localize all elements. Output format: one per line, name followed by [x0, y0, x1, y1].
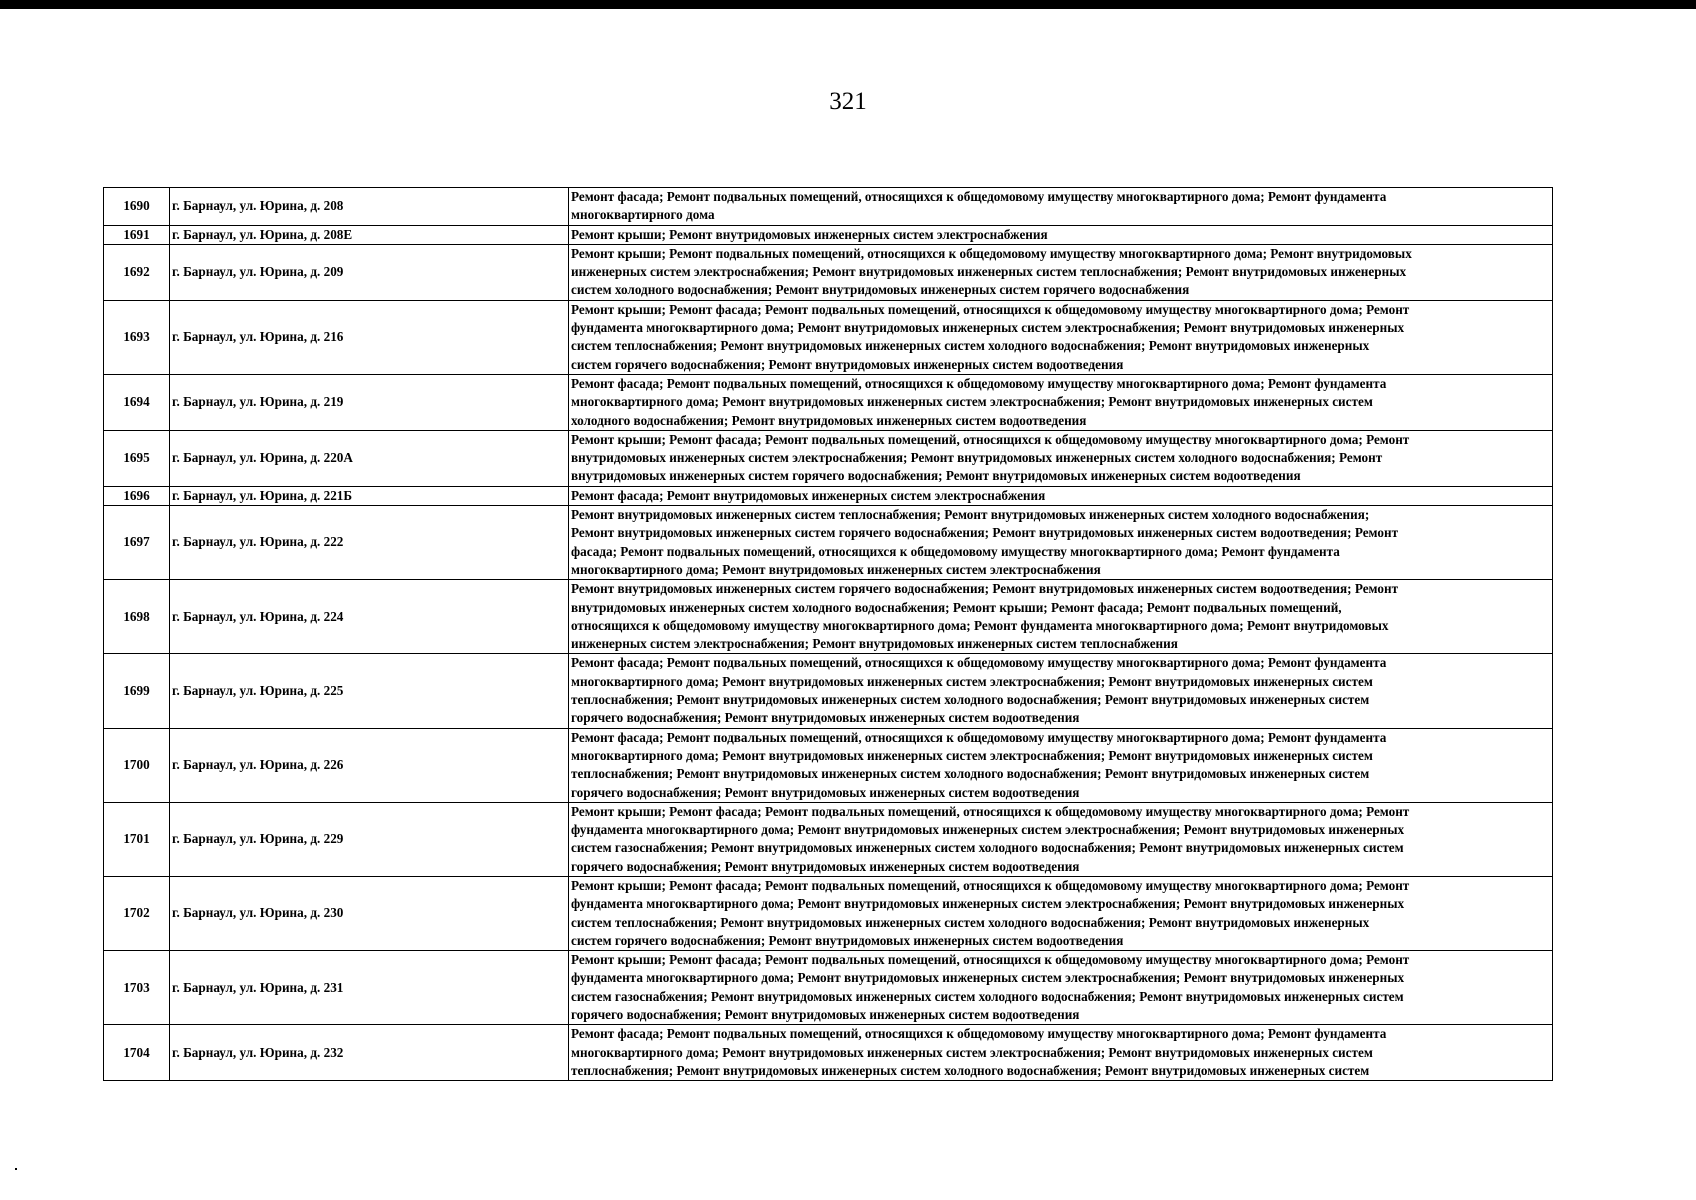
row-number: 1694 — [104, 374, 170, 430]
building-address: г. Барнаул, ул. Юрина, д. 220А — [170, 430, 569, 486]
table-row — [104, 876, 1553, 950]
table-row — [104, 188, 1553, 226]
page-number: 321 — [829, 88, 867, 115]
repair-works-line: Ремонт фасада; Ремонт подвальных помещений, относящихся к общедомовому имуществу многоквартирного дома; Ремонт фундамента — [571, 1026, 1387, 1042]
row-number: 1696 — [104, 486, 170, 505]
table-row — [104, 506, 1553, 580]
table-body — [104, 188, 1553, 1081]
building-address: г. Барнаул, ул. Юрина, д. 209 — [170, 244, 569, 300]
table-row — [104, 225, 1553, 244]
repair-works-line: систем теплоснабжения; Ремонт внутридомовых инженерных систем холодного водоснабжения; Ремонт внутридомовых инженерных — [571, 914, 1370, 930]
repair-works-line: относящихся к общедомовому имуществу многоквартирного дома; Ремонт фундамента многоквартирного дома; Ремонт внутридомовых — [571, 617, 1389, 633]
row-number: 1692 — [104, 244, 170, 300]
repair-works-cell — [569, 876, 1553, 950]
repair-works-line: фасада; Ремонт подвальных помещений, относящихся к общедомовому имуществу многоквартирного дома; Ремонт фундамента — [571, 543, 1340, 559]
repair-works-line: Ремонт фасада; Ремонт подвальных помещений, относящихся к общедомовому имуществу многоквартирного дома; Ремонт фундамента — [571, 729, 1387, 745]
repair-works-line: многоквартирного дома; Ремонт внутридомовых инженерных систем электроснабжения; Ремонт внутридомовых инженерных систем — [571, 394, 1373, 410]
row-number: 1700 — [104, 728, 170, 802]
repair-works-line: фундамента многоквартирного дома; Ремонт внутридомовых инженерных систем электроснабжения; Ремонт внутридомовых инженерных — [571, 896, 1405, 912]
repair-works-line: инженерных систем электроснабжения; Ремонт внутридомовых инженерных систем теплоснабжения — [571, 636, 1178, 652]
building-address: г. Барнаул, ул. Юрина, д. 229 — [170, 802, 569, 876]
table-row — [104, 486, 1553, 505]
table-row — [104, 728, 1553, 802]
repair-works-line: внутридомовых инженерных систем горячего водоснабжения; Ремонт внутридомовых инженерных систем водоотведения — [571, 468, 1301, 484]
table-row — [104, 300, 1553, 374]
row-number: 1704 — [104, 1025, 170, 1081]
repair-works-line: Ремонт крыши; Ремонт фасада; Ремонт подвальных помещений, относящихся к общедомовому имуществу многоквартирного дома; Ремонт — [571, 952, 1410, 968]
row-number: 1693 — [104, 300, 170, 374]
repair-works-line: систем газоснабжения; Ремонт внутридомовых инженерных систем холодного водоснабжения; Ремонт внутридомовых инженерных систем — [571, 988, 1404, 1004]
repair-works-line: Ремонт внутридомовых инженерных систем горячего водоснабжения; Ремонт внутридомовых инженерных систем водоотведения; Ремонт — [571, 525, 1399, 541]
repair-works-cell — [569, 728, 1553, 802]
repair-works-line: систем холодного водоснабжения; Ремонт внутридомовых инженерных систем горячего водоснабжения — [571, 282, 1190, 298]
repair-works-line: многоквартирного дома; Ремонт внутридомовых инженерных систем электроснабжения; Ремонт внутридомовых инженерных систем — [571, 673, 1373, 689]
building-address: г. Барнаул, ул. Юрина, д. 208Е — [170, 225, 569, 244]
repair-works-line: горячего водоснабжения; Ремонт внутридомовых инженерных систем водоотведения — [571, 858, 1080, 874]
repair-works-line: многоквартирного дома; Ремонт внутридомовых инженерных систем электроснабжения; Ремонт внутридомовых инженерных систем — [571, 747, 1373, 763]
building-address: г. Барнаул, ул. Юрина, д. 222 — [170, 506, 569, 580]
repair-works-cell — [569, 1025, 1553, 1081]
repair-works-cell — [569, 802, 1553, 876]
building-address: г. Барнаул, ул. Юрина, д. 221Б — [170, 486, 569, 505]
repair-works-line: систем теплоснабжения; Ремонт внутридомовых инженерных систем холодного водоснабжения; Ремонт внутридомовых инженерных — [571, 338, 1370, 354]
repair-works-line: систем газоснабжения; Ремонт внутридомовых инженерных систем холодного водоснабжения; Ремонт внутридомовых инженерных систем — [571, 840, 1404, 856]
repair-works-cell — [569, 486, 1553, 505]
building-address: г. Барнаул, ул. Юрина, д. 231 — [170, 951, 569, 1025]
repair-works-cell — [569, 654, 1553, 728]
building-address: г. Барнаул, ул. Юрина, д. 232 — [170, 1025, 569, 1081]
building-address: г. Барнаул, ул. Юрина, д. 219 — [170, 374, 569, 430]
row-number: 1702 — [104, 876, 170, 950]
table-row — [104, 802, 1553, 876]
table-row — [104, 374, 1553, 430]
table-row — [104, 244, 1553, 300]
repair-works-cell — [569, 225, 1553, 244]
row-number: 1699 — [104, 654, 170, 728]
repair-works-line: холодного водоснабжения; Ремонт внутридомовых инженерных систем водоотведения — [571, 412, 1087, 428]
row-number: 1690 — [104, 188, 170, 226]
repair-works-table — [103, 187, 1553, 1081]
building-address: г. Барнаул, ул. Юрина, д. 216 — [170, 300, 569, 374]
repair-works-line: инженерных систем электроснабжения; Ремонт внутридомовых инженерных систем теплоснабжения; Ремонт внутридомовых инженерных — [571, 264, 1407, 280]
repair-works-cell — [569, 300, 1553, 374]
row-number: 1703 — [104, 951, 170, 1025]
repair-works-line: многоквартирного дома; Ремонт внутридомовых инженерных систем электроснабжения; Ремонт внутридомовых инженерных систем — [571, 1044, 1373, 1060]
building-address: г. Барнаул, ул. Юрина, д. 230 — [170, 876, 569, 950]
repair-works-cell — [569, 506, 1553, 580]
table-row — [104, 580, 1553, 654]
repair-works-line: Ремонт крыши; Ремонт фасада; Ремонт подвальных помещений, относящихся к общедомовому имуществу многоквартирного дома; Ремонт — [571, 877, 1410, 893]
repair-works-line: теплоснабжения; Ремонт внутридомовых инженерных систем холодного водоснабжения; Ремонт внутридомовых инженерных систем — [571, 692, 1370, 708]
repair-works-line: Ремонт фасада; Ремонт подвальных помещений, относящихся к общедомовому имуществу многоквартирного дома; Ремонт фундамента — [571, 375, 1387, 391]
repair-works-line: Ремонт крыши; Ремонт фасада; Ремонт подвальных помещений, относящихся к общедомовому имуществу многоквартирного дома; Ремонт — [571, 431, 1410, 447]
repair-works-line: систем горячего водоснабжения; Ремонт внутридомовых инженерных систем водоотведения — [571, 932, 1124, 948]
repair-works-cell — [569, 244, 1553, 300]
table-row — [104, 654, 1553, 728]
repair-works-line: теплоснабжения; Ремонт внутридомовых инженерных систем холодного водоснабжения; Ремонт внутридомовых инженерных систем — [571, 1062, 1370, 1078]
repair-works-line: фундамента многоквартирного дома; Ремонт внутридомовых инженерных систем электроснабжения; Ремонт внутридомовых инженерных — [571, 320, 1405, 336]
repair-works-line: внутридомовых инженерных систем электроснабжения; Ремонт внутридомовых инженерных систем холодного водоснабжения; Ремонт — [571, 450, 1383, 466]
repair-works-line: горячего водоснабжения; Ремонт внутридомовых инженерных систем водоотведения — [571, 710, 1080, 726]
repair-works-line: фундамента многоквартирного дома; Ремонт внутридомовых инженерных систем электроснабжения; Ремонт внутридомовых инженерных — [571, 970, 1405, 986]
repair-works-cell — [569, 580, 1553, 654]
row-number: 1697 — [104, 506, 170, 580]
repair-works-line: систем горячего водоснабжения; Ремонт внутридомовых инженерных систем водоотведения — [571, 356, 1124, 372]
repair-works-line: Ремонт крыши; Ремонт фасада; Ремонт подвальных помещений, относящихся к общедомовому имуществу многоквартирного дома; Ремонт — [571, 301, 1410, 317]
repair-works-line: Ремонт внутридомовых инженерных систем теплоснабжения; Ремонт внутридомовых инженерных систем холодного водоснабжения; — [571, 507, 1370, 523]
repair-works-line: горячего водоснабжения; Ремонт внутридомовых инженерных систем водоотведения — [571, 784, 1080, 800]
repair-works-line: внутридомовых инженерных систем холодного водоснабжения; Ремонт крыши; Ремонт фасада; Ремонт подвальных помещений, — [571, 599, 1342, 615]
table-row — [104, 951, 1553, 1025]
row-number: 1698 — [104, 580, 170, 654]
table-row — [104, 1025, 1553, 1081]
building-address: г. Барнаул, ул. Юрина, д. 226 — [170, 728, 569, 802]
table-row — [104, 430, 1553, 486]
building-address: г. Барнаул, ул. Юрина, д. 225 — [170, 654, 569, 728]
repair-works-line: Ремонт фасада; Ремонт внутридомовых инженерных систем электроснабжения — [571, 487, 1046, 503]
row-number: 1691 — [104, 225, 170, 244]
building-address: г. Барнаул, ул. Юрина, д. 224 — [170, 580, 569, 654]
scan-top-border — [0, 0, 1696, 9]
repair-works-line: многоквартирного дома; Ремонт внутридомовых инженерных систем электроснабжения — [571, 561, 1101, 577]
scan-speck — [15, 1168, 17, 1170]
repair-works-cell — [569, 951, 1553, 1025]
repair-works-line: Ремонт фасада; Ремонт подвальных помещений, относящихся к общедомовому имуществу многоквартирного дома; Ремонт фундамента — [571, 189, 1387, 204]
row-number: 1695 — [104, 430, 170, 486]
row-number: 1701 — [104, 802, 170, 876]
repair-works-cell — [569, 374, 1553, 430]
repair-works-line: Ремонт крыши; Ремонт фасада; Ремонт подвальных помещений, относящихся к общедомовому имуществу многоквартирного дома; Ремонт — [571, 803, 1410, 819]
repair-works-line: теплоснабжения; Ремонт внутридомовых инженерных систем холодного водоснабжения; Ремонт внутридомовых инженерных систем — [571, 766, 1370, 782]
repair-works-line: Ремонт фасада; Ремонт подвальных помещений, относящихся к общедомовому имуществу многоквартирного дома; Ремонт фундамента — [571, 655, 1387, 671]
repair-works-line: Ремонт внутридомовых инженерных систем горячего водоснабжения; Ремонт внутридомовых инженерных систем водоотведения; Ремонт — [571, 581, 1399, 597]
repair-works-line: Ремонт крыши; Ремонт подвальных помещений, относящихся к общедомовому имуществу многоквартирного дома; Ремонт внутридомовых — [571, 245, 1412, 261]
repair-works-line: многоквартирного дома — [571, 207, 715, 223]
repair-works-line: фундамента многоквартирного дома; Ремонт внутридомовых инженерных систем электроснабжения; Ремонт внутридомовых инженерных — [571, 822, 1405, 838]
repair-works-line: Ремонт крыши; Ремонт внутридомовых инженерных систем электроснабжения — [571, 226, 1048, 242]
repair-works-cell — [569, 430, 1553, 486]
building-address: г. Барнаул, ул. Юрина, д. 208 — [170, 188, 569, 226]
repair-works-line: горячего водоснабжения; Ремонт внутридомовых инженерных систем водоотведения — [571, 1007, 1080, 1023]
repair-works-cell — [569, 188, 1553, 226]
